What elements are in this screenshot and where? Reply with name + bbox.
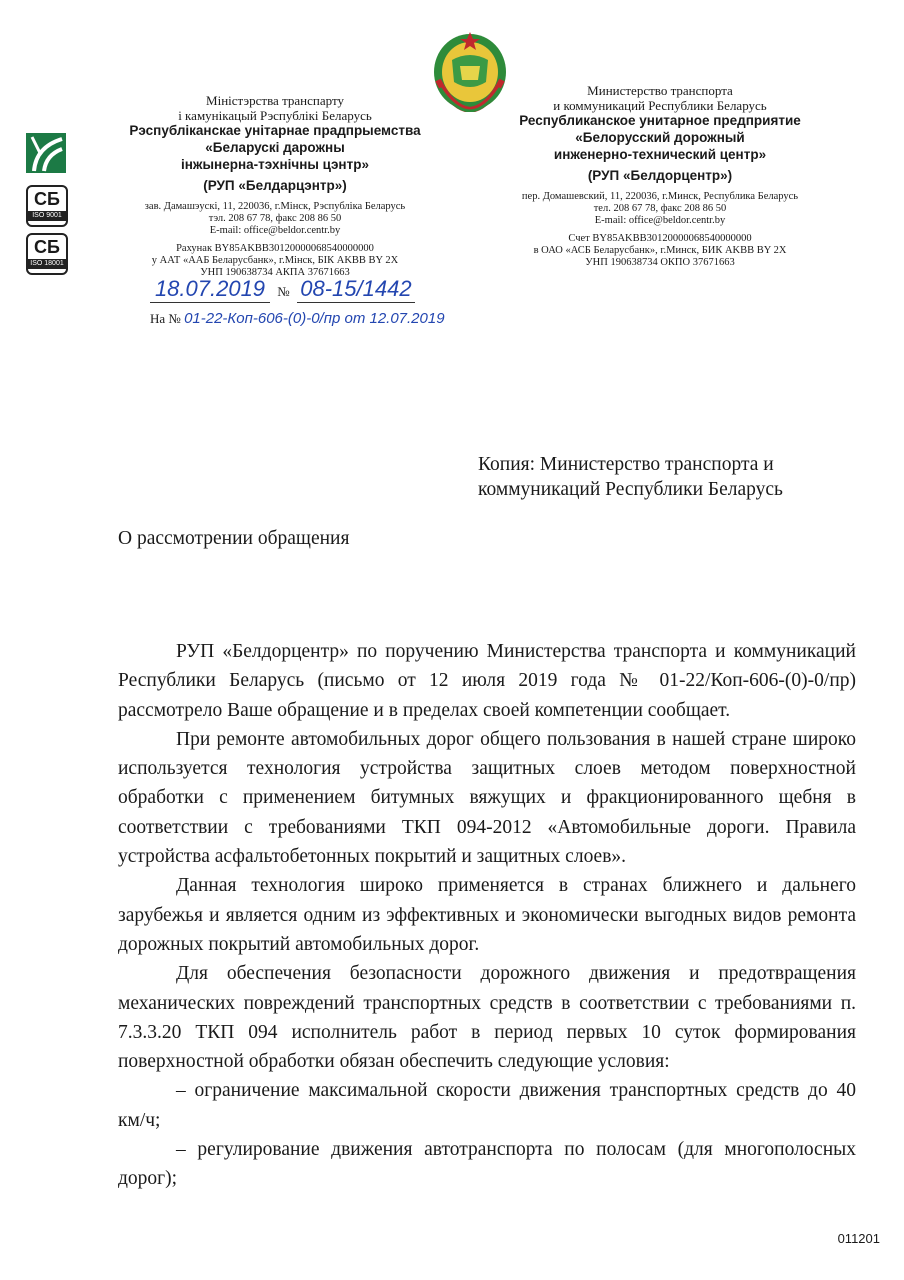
org-short-ru: (РУП «Белдорцентр») xyxy=(587,167,733,183)
bank-be: УНП 190638734 АКПА 37671663 xyxy=(200,266,350,278)
reference-line xyxy=(150,310,470,327)
bank-be: Рахунак BY85AKBB30120000068540000000 xyxy=(176,242,374,254)
paragraph: Данная технология широко применяется в странах ближнего и дальнего зарубежья и является одним из эффективных и экономически выгодных видов ремонта дорожных покрытий автомобильных дорог. xyxy=(118,875,856,955)
ministry-be-1: Міністэрства транспарту xyxy=(206,93,344,108)
left-letterhead xyxy=(95,94,455,279)
reference-value: 01-22-Коп-606-(0)-0/пр от 12.07.2019 xyxy=(184,310,445,327)
registration-line xyxy=(150,276,450,303)
letter-body xyxy=(118,637,856,1194)
email-ru: E-mail: office@beldor.centr.by xyxy=(594,214,726,226)
copy-line: Копия: Министерство транспорта и xyxy=(478,454,774,475)
phone-ru: тел. 208 67 78, факс 208 86 50 xyxy=(593,202,727,214)
org-name-be: Рэспубліканскае унітарнае прадпрыемства xyxy=(129,123,421,139)
outgoing-date: 18.07.2019 xyxy=(150,276,270,303)
copy-line: коммуникаций Республики Беларусь xyxy=(478,479,783,500)
paragraph: РУП «Белдорцентр» по поручению Министерства транспорта и коммуникаций Республики Беларусь (письмо от 12 июля 2019 года № 01-22/Коп-606-(0)-0/пр) рассмотрело Ваше обращение и в пределах своей компетенции сообщает. xyxy=(118,641,856,721)
iso-18001-cert-logo: СБ ISO 18001 xyxy=(26,233,68,275)
org-name-ru: «Белорусский дорожный xyxy=(575,129,745,145)
org-name-ru: Республиканское унитарное предприятие xyxy=(519,113,801,129)
paragraph: Для обеспечения безопасности дорожного движения и предотвращения механических повреждений транспортных средств в соответствии с требованиями п. 7.3.3.20 ТКП 094 исполнитель работ в период первых 10 суток формирования поверхностной обработки обязан обеспечить следующие условия: xyxy=(118,963,856,1073)
email-be: E-mail: office@beldor.centr.by xyxy=(209,224,341,236)
bank-ru: в ОАО «АСБ Беларусбанк», г.Минск, БИК AKBB BY 2X xyxy=(533,244,787,256)
org-short-be: (РУП «Белдарцэнтр») xyxy=(203,177,347,193)
copy-recipient xyxy=(478,452,783,502)
iso-9001-cert-logo: СБ ISO 9001 xyxy=(26,185,68,227)
bank-ru: Счет BY85AKBB30120000068540000000 xyxy=(568,232,752,244)
ministry-be-2: і камунікацый Рэспублікі Беларусь xyxy=(178,107,372,123)
bank-be: у ААТ «ААБ Беларусбанк», г.Мінск, БІК AKBB BY 2X xyxy=(151,254,399,266)
ministry-ru-1: Министерство транспорта xyxy=(587,83,733,98)
org-name-be: «Беларускі дарожны xyxy=(205,139,345,155)
list-item: – ограничение максимальной скорости движения транспортных средств до 40 км/ч; xyxy=(118,1080,856,1131)
ministry-ru-2: и коммуникаций Республики Беларусь xyxy=(553,97,767,113)
page-code: 011201 xyxy=(837,1231,880,1246)
letter-subject: О рассмотрении обращения xyxy=(118,528,350,549)
number-label: № xyxy=(277,284,290,299)
right-letterhead xyxy=(485,84,835,269)
address-ru: пер. Домашевский, 11, 220036, г.Минск, Республика Беларусь xyxy=(521,190,799,202)
list-item: – регулирование движения автотранспорта по полосам (для многополосных дорог); xyxy=(118,1139,856,1190)
bank-ru: УНП 190638734 ОКПО 37671663 xyxy=(585,256,735,268)
org-name-ru: инженерно-технический центр» xyxy=(553,146,767,162)
reference-label: На № xyxy=(150,311,181,326)
org-name-be: інжынерна-тэхнічны цэнтр» xyxy=(181,156,369,172)
outgoing-number: 08-15/1442 xyxy=(297,276,415,303)
phone-be: тэл. 208 67 78, факс 208 86 50 xyxy=(208,212,342,224)
company-logo xyxy=(26,133,66,173)
address-be: зав. Дамашэускі, 11, 220036, г.Мінск, Рэспубліка Беларусь xyxy=(144,200,406,212)
paragraph: При ремонте автомобильных дорог общего пользования в нашей стране широко используется технология устройства защитных слоев методом поверхностной обработки с применением битумных вяжущих и фракционированного щебня в соответствии с требованиями ТКП 094-2012 «Автомобильные дороги. Правила устройства асфальтобетонных покрытий и защитных слоев». xyxy=(118,728,856,868)
